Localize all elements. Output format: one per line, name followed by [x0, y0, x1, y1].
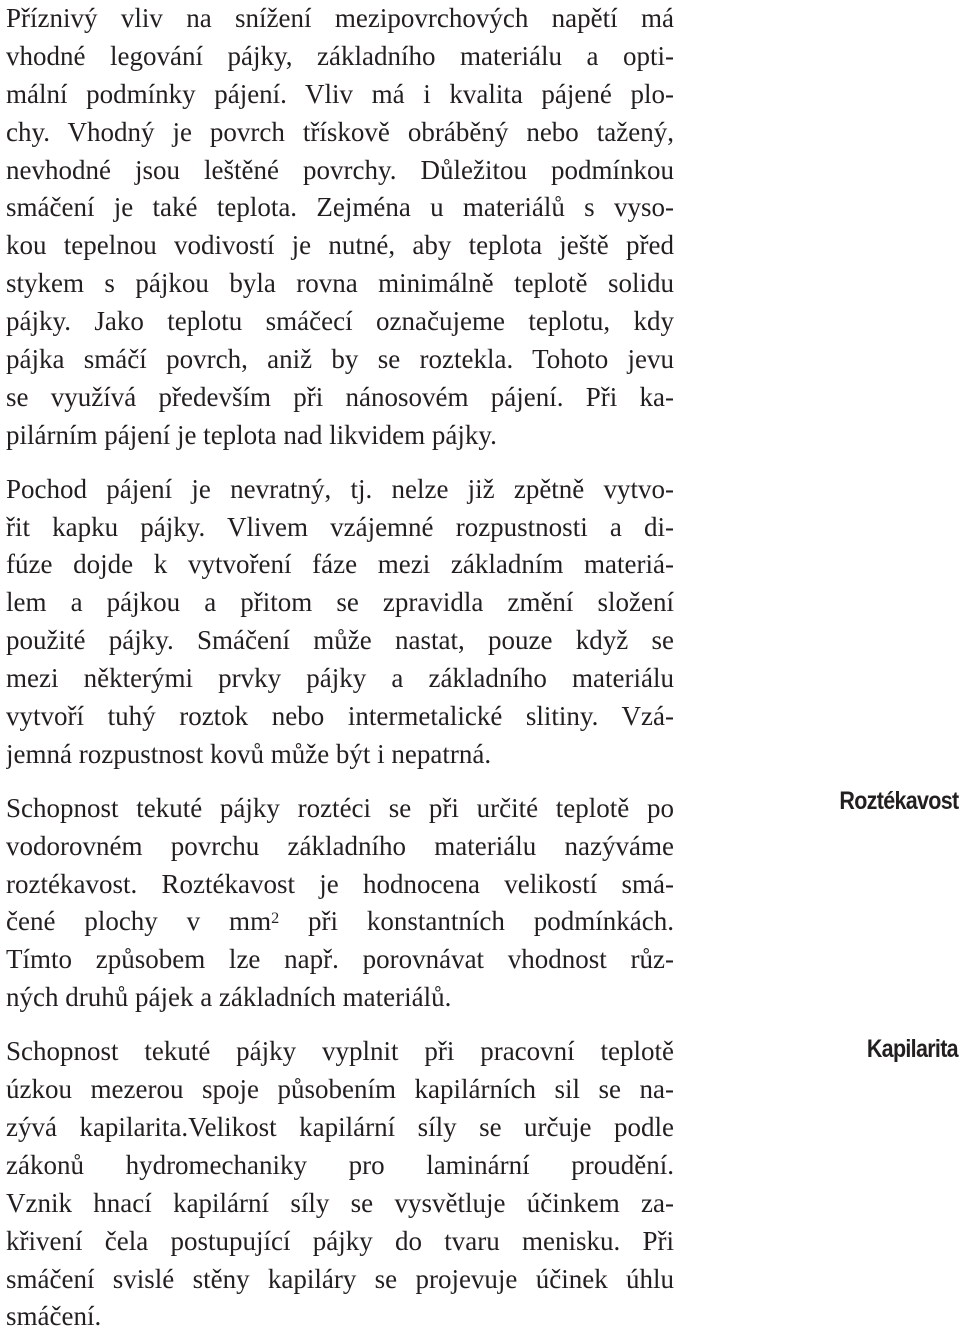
text-line: roztékavost. Roztékavost je hodnocena velikostí smá-	[6, 868, 674, 899]
text-line: smáčení je také teplota. Zejména u materiálů s vyso-	[6, 192, 674, 223]
paragraph-soldering-process	[6, 471, 674, 774]
paragraph-gap	[6, 1017, 674, 1033]
text-line: stykem s pájkou byla rovna minimálně teplotě solidu	[6, 268, 674, 299]
text-line: vhodné legování pájky, základního materiálu a opti-	[6, 40, 674, 71]
text-fragment: čené plochy v mm	[6, 906, 272, 937]
paragraph-capillarity	[6, 1033, 674, 1336]
text-line: pájka smáčí povrch, aniž by se roztekla. Tohoto jevu	[6, 344, 674, 375]
text-line: nevhodné jsou leštěné povrchy. Důležitou podmínkou	[6, 154, 674, 185]
margin-heading-roztekavost: Roztékavost	[838, 787, 958, 815]
text-line: úzkou mezerou spoje působením kapilárních sil se na-	[6, 1074, 674, 1105]
text-line: Schopnost tekuté pájky roztéci se při určité teplotě po	[6, 792, 674, 823]
text-line: křivení čela postupující pájky do tvaru menisku. Při	[6, 1225, 674, 1256]
text-line: chy. Vhodný je povrch třískově obráběný nebo tažený,	[6, 116, 674, 147]
text-line: použité pájky. Smáčení může nastat, pouze když se	[6, 625, 674, 656]
text-line: Příznivý vliv na snížení mezipovrchových napětí má	[6, 3, 674, 33]
superscript-exponent: 2	[271, 909, 280, 928]
paragraph-gap	[6, 774, 674, 790]
text-line: smáčení.	[6, 1301, 102, 1332]
text-line: pilárním pájení je teplota nad likvidem pájky.	[6, 419, 497, 450]
text-line: Schopnost tekuté pájky vyplnit při pracovní teplotě	[6, 1036, 674, 1067]
paragraph-surface-tension	[6, 0, 674, 455]
text-line: lem a pájkou a přitom se zpravidla změní složení	[6, 587, 674, 618]
text-line: Pochod pájení je nevratný, tj. nelze již zpětně vytvo-	[6, 473, 674, 504]
text-line: Vznik hnací kapilární síly se vysvětluje účinkem za-	[6, 1187, 674, 1218]
text-line: jemná rozpustnost kovů může být i nepatrná.	[6, 738, 492, 769]
paragraph-gap	[6, 455, 674, 471]
text-line: smáčení svislé stěny kapiláry se projevuje účinek úhlu	[6, 1263, 674, 1294]
text-line: vytvoří tuhý roztok nebo intermetalické slitiny. Vzá-	[6, 701, 674, 732]
text-line: zývá kapilarita.Velikost kapilární síly se určuje podle	[6, 1111, 674, 1142]
paragraph-spreadability	[6, 790, 674, 1017]
text-line: kou tepelnou vodivostí je nutné, aby teplota ještě před	[6, 230, 674, 261]
text-line: mezi některými prvky pájky a základního materiálu	[6, 663, 674, 694]
text-line: řit kapku pájky. Vlivem vzájemné rozpustnosti a di-	[6, 511, 674, 542]
text-line: se využívá především při nánosovém pájení. Při ka-	[6, 381, 674, 412]
text-fragment: při konstantních podmínkách.	[279, 906, 674, 937]
text-line: vodorovném povrchu základního materiálu nazýváme	[6, 830, 674, 861]
text-column	[6, 0, 674, 1336]
margin-heading-kapilarita: Kapilarita	[866, 1035, 958, 1063]
text-line: pájky. Jako teplotu smáčecí označujeme teplotu, kdy	[6, 306, 674, 337]
text-line: Tímto způsobem lze např. porovnávat vhodnost růz-	[6, 944, 674, 975]
text-line-with-superscript	[6, 903, 674, 941]
text-line: fúze dojde k vytvoření fáze mezi základním materiá-	[6, 549, 674, 580]
text-line: zákonů hydromechaniky pro laminární proudění.	[6, 1149, 674, 1180]
text-line: ných druhů pájek a základních materiálů.	[6, 982, 452, 1013]
text-line: mální podmínky pájení. Vliv má i kvalita pájené plo-	[6, 78, 674, 109]
